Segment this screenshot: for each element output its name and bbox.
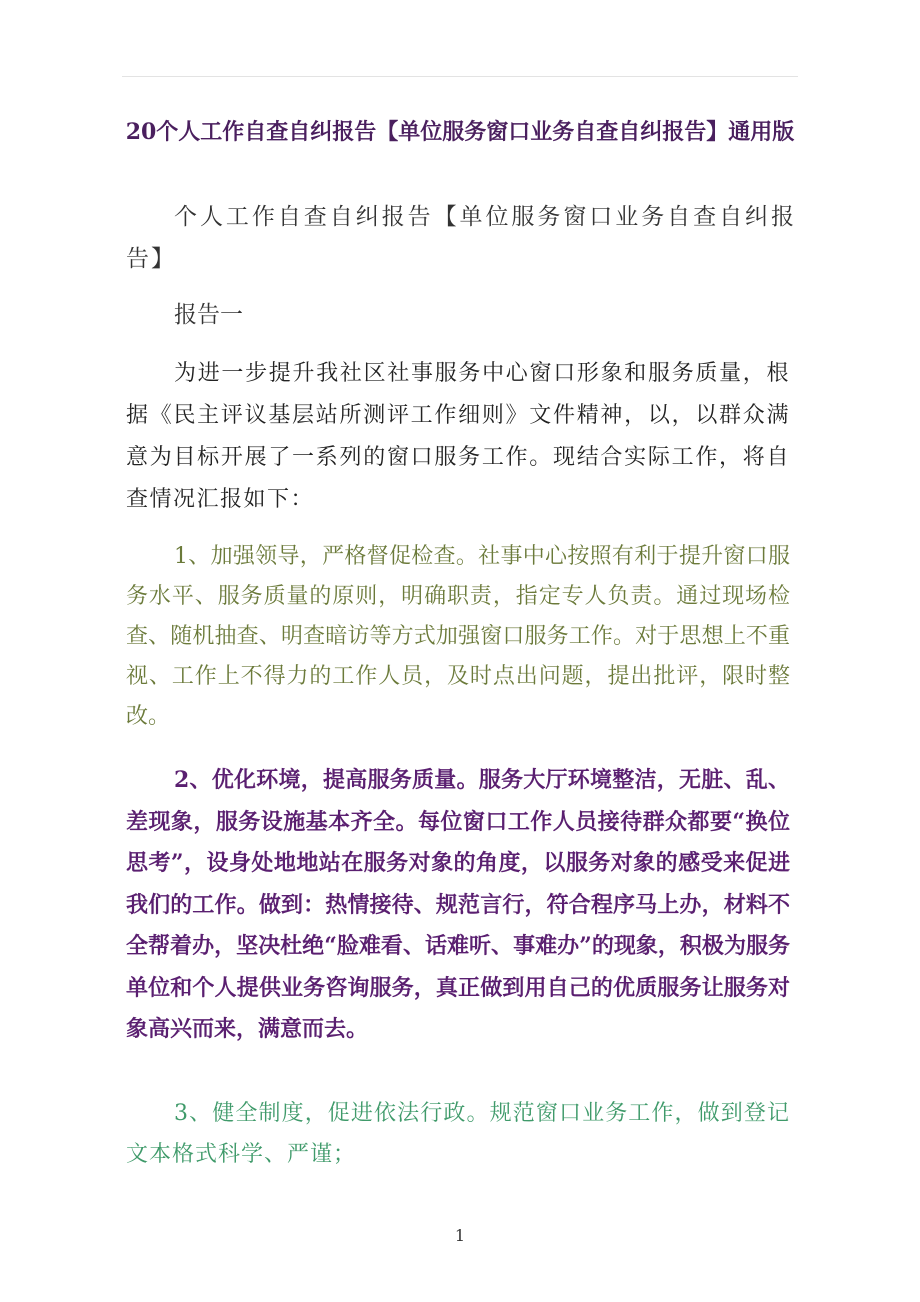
section-heading: 报告一 xyxy=(174,302,243,328)
paragraph-2: 2、优化环境，提高服务质量。服务大厅环境整洁，无脏、乱、差现象，服务设施基本齐全。每位窗口工作人员接待群众都要“换位思考”，设身处地地站在服务对象的角度，以服务对象的感受来促进我们的工作。做到：热情接待、规范言行，符合程序马上办，材料不全帮着办，坚决杜绝“脸难看、话难听、事难办”的现象，积极为服务单位和个人提供业务咨询服务，真正做到用自己的优质服务让服务对象高兴而来，满意而去。 xyxy=(126,767,790,1042)
header-rule xyxy=(122,76,798,77)
page-number: 1 xyxy=(454,1226,466,1245)
document-title: 20个人工作自查自纠报告【单位服务窗口业务自查自纠报告】通用版 xyxy=(125,119,795,145)
paragraph-intro: 为进一步提升我社区社事服务中心窗口形象和服务质量，根据《民主评议基层站所测评工作细则》文件精神，以，以群众满意为目标开展了一系列的窗口服务工作。现结合实际工作，将自查情况汇报如下： xyxy=(126,361,790,512)
paragraph-3: 3、健全制度，促进依法行政。规范窗口业务工作，做到登记文本格式科学、严谨； xyxy=(126,1101,790,1167)
document-subtitle: 个人工作自查自纠报告【单位服务窗口业务自查自纠报告】 xyxy=(126,204,796,272)
paragraph-1: 1、加强领导，严格督促检查。社事中心按照有利于提升窗口服务水平、服务质量的原则，明确职责，指定专人负责。通过现场检查、随机抽查、明查暗访等方式加强窗口服务工作。对于思想上不重视、工作上不得力的工作人员，及时点出问题，提出批评，限时整改。 xyxy=(126,544,790,729)
